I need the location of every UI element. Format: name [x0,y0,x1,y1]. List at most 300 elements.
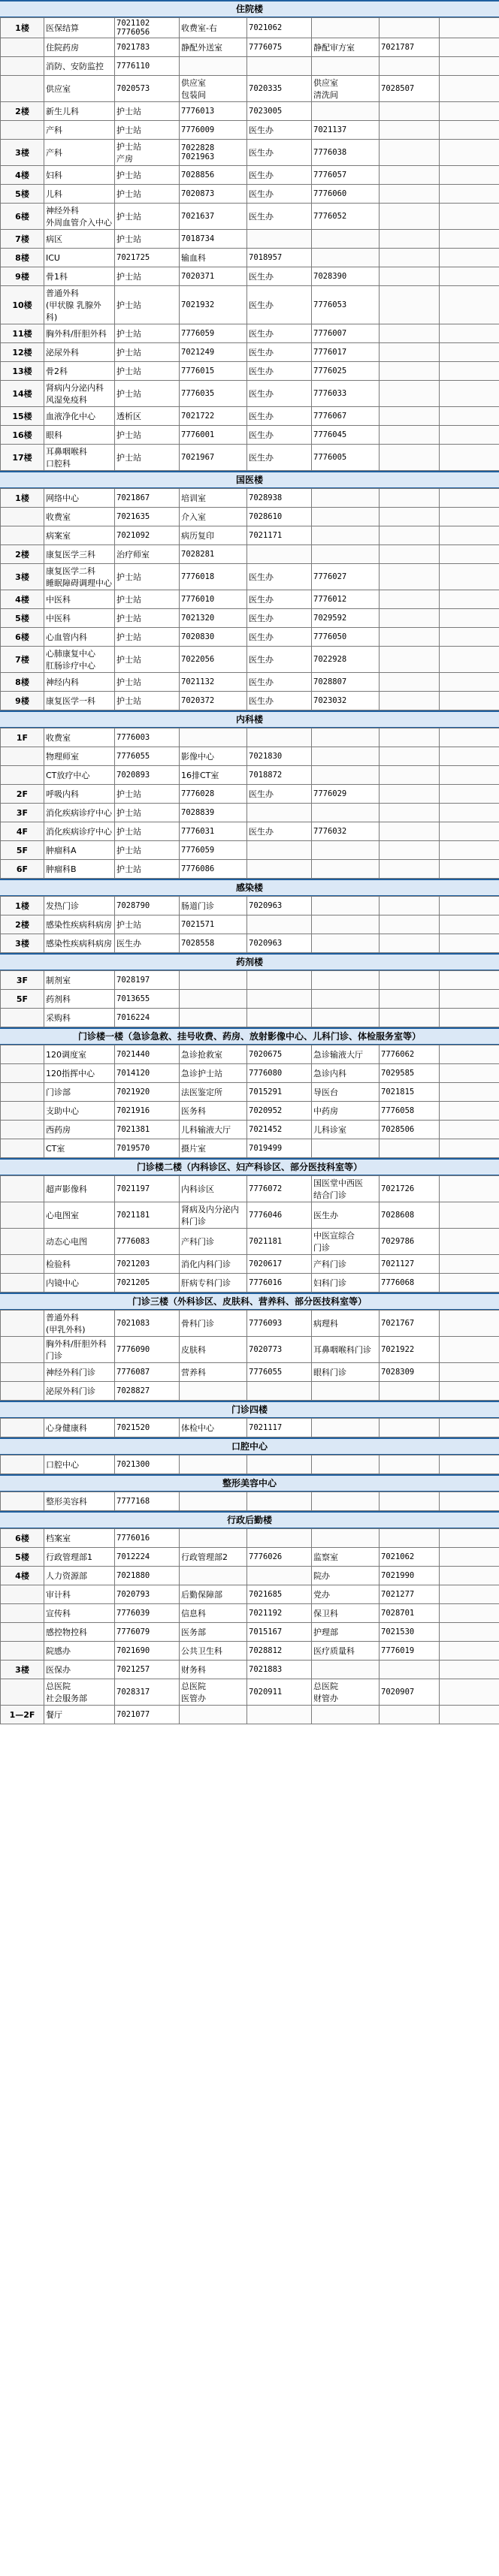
table-cell: 7020963 [247,897,312,915]
table-cell: 7013655 [115,990,180,1009]
table-cell: 肿瘤科A [44,841,115,860]
table-cell [380,747,440,766]
table-cell: 7022928 [312,647,380,673]
table-cell: 7029786 [380,1229,440,1255]
table-cell [440,166,499,185]
table-cell [247,1706,312,1724]
table-row [1,230,499,249]
table-cell: 7021922 [380,1337,440,1363]
table-cell: 医务部 [180,1623,247,1642]
table-cell: 7776086 [180,860,247,879]
table-cell: 7021990 [380,1567,440,1585]
table-row [1,267,499,286]
table-cell: 7776029 [312,785,380,804]
table-cell: 7019499 [247,1139,312,1158]
table-cell: 16排CT室 [180,766,247,785]
floor-label [1,1679,44,1706]
table-cell [247,1009,312,1027]
table-cell: 信息科 [180,1604,247,1623]
table-cell [440,1139,499,1158]
table-cell [440,692,499,710]
table-cell [380,1706,440,1724]
section-title: 内科楼 [0,710,499,728]
floor-label: 9楼 [1,692,44,710]
table-cell: 中医宣综合 门诊 [312,1229,380,1255]
table-row [1,1083,499,1102]
table-cell: 护士站 [115,804,180,822]
table-cell: 骨2科 [44,362,115,381]
table-cell: 神经内科 [44,673,115,692]
table-cell: 7776028 [180,785,247,804]
table-cell [380,407,440,426]
table-cell: 医生办 [247,647,312,673]
table-cell [440,1121,499,1139]
table-cell [380,324,440,343]
table-cell: 医生办 [312,1202,380,1229]
table-cell: 7021767 [380,1311,440,1337]
floor-label: 15楼 [1,407,44,426]
table-row [1,971,499,990]
table-cell [440,822,499,841]
table-cell [380,230,440,249]
table-cell: 消化内科门诊 [180,1255,247,1274]
table-cell: 院感办 [44,1642,115,1661]
table-cell: 收费室-右 [180,18,247,38]
table-cell: 7016224 [115,1009,180,1027]
table-cell [247,728,312,747]
table-cell [380,841,440,860]
table-cell: 7776038 [312,140,380,166]
table-row [1,1337,499,1363]
table-cell [247,841,312,860]
table-row [1,545,499,564]
table-cell: 发热门诊 [44,897,115,915]
table-cell: 导医台 [312,1083,380,1102]
table-cell: 7776035 [180,381,247,407]
table-cell [247,1492,312,1511]
table-cell: 7021117 [247,1419,312,1437]
table-cell [440,1102,499,1121]
table-cell [380,915,440,934]
table-cell: 护士站 [115,343,180,362]
table-cell: 7776012 [312,590,380,609]
table-cell: 康复医学二科 睡眠障碍调理中心 [44,564,115,590]
table-cell [247,860,312,879]
table-cell: 口腔中心 [44,1455,115,1474]
table-cell: 医生办 [247,267,312,286]
table-cell: 病案室 [44,526,115,545]
table-cell: 产科门诊 [180,1229,247,1255]
table-cell [440,343,499,362]
table-row [1,1064,499,1083]
table-cell [312,1382,380,1401]
table-cell [312,897,380,915]
table-cell: 档案室 [44,1529,115,1548]
table-cell: 急诊内科 [312,1064,380,1083]
table-cell: 7021205 [115,1274,180,1293]
table-cell: 7021181 [247,1229,312,1255]
table-cell: 皮肤科 [180,1337,247,1363]
table-cell [440,230,499,249]
floor-label: 7楼 [1,230,44,249]
floor-label [1,1274,44,1293]
table-cell: 7021127 [380,1255,440,1274]
table-cell: 7018734 [180,230,247,249]
table-cell: 7015167 [247,1623,312,1642]
floor-label [1,1102,44,1121]
table-cell [312,1419,380,1437]
table-cell: 7028281 [180,545,247,564]
table-cell: 检验科 [44,1255,115,1274]
table-cell: 医生办 [247,343,312,362]
table-cell: 7021571 [180,915,247,934]
table-cell: 医生办 [115,934,180,953]
section-table [0,896,499,953]
table-cell [312,1009,380,1027]
table-cell: 7776016 [247,1274,312,1293]
table-cell [440,1064,499,1083]
table-cell [440,1585,499,1604]
table-cell: 7021102 7776056 [115,18,180,38]
table-cell: 心电图室 [44,1202,115,1229]
table-cell: 眼科 [44,426,115,445]
table-cell: 急诊输液大厅 [312,1045,380,1064]
table-cell: 感控物控科 [44,1623,115,1642]
table-cell: 护士站 [115,286,180,324]
section-table [0,17,499,471]
table-cell [380,1382,440,1401]
section-table [0,1175,499,1293]
table-cell: 7776045 [312,426,380,445]
table-cell: 财务科 [180,1661,247,1679]
table-cell [440,102,499,121]
table-cell: 病理科 [312,1311,380,1337]
table-cell: 7021452 [247,1121,312,1139]
table-cell: 7014120 [115,1064,180,1083]
table-cell: 动态心电图 [44,1229,115,1255]
table-cell [440,1604,499,1623]
table-cell: 产科门诊 [312,1255,380,1274]
floor-label: 7楼 [1,647,44,673]
table-row [1,609,499,628]
table-cell: 医生办 [247,140,312,166]
table-cell: 输血科 [180,249,247,267]
table-cell: 7776017 [312,343,380,362]
table-cell: 后勤保障部 [180,1585,247,1604]
table-cell: 7021685 [247,1585,312,1604]
table-cell: 制剂室 [44,971,115,990]
table-cell: 护士站 [115,860,180,879]
table-cell: 7021137 [312,121,380,140]
table-row [1,1548,499,1567]
table-cell [440,971,499,990]
section-title: 门诊楼二楼（内科诊区、妇产科诊区、部分医技科室等） [0,1158,499,1175]
table-cell [440,1255,499,1274]
table-row [1,445,499,471]
floor-label [1,1139,44,1158]
table-cell: 眼科门诊 [312,1363,380,1382]
table-cell: 人力资源部 [44,1567,115,1585]
table-cell: 7021300 [115,1455,180,1474]
table-cell: 7021967 [180,445,247,471]
table-cell: 7776060 [312,185,380,204]
table-cell: 监察室 [312,1548,380,1567]
table-cell: 妇科门诊 [312,1274,380,1293]
table-cell [380,445,440,471]
table-cell [312,1661,380,1679]
table-row [1,1604,499,1623]
table-cell: 7028390 [312,267,380,286]
table-cell [380,343,440,362]
floor-label: 4楼 [1,590,44,609]
table-row [1,426,499,445]
table-row [1,166,499,185]
table-cell: 供应室 包装间 [180,76,247,102]
floor-label: 3F [1,804,44,822]
table-cell: 7776067 [312,407,380,426]
table-cell [380,166,440,185]
table-cell [380,286,440,324]
table-cell [380,18,440,38]
table-cell [312,766,380,785]
table-cell: 7776013 [180,102,247,121]
floor-label: 14楼 [1,381,44,407]
footer-space [0,1724,499,1751]
table-cell [380,804,440,822]
table-cell: 肿瘤科B [44,860,115,879]
table-cell: 护士站 [115,426,180,445]
table-cell: 7776090 [115,1337,180,1363]
floor-label: 10楼 [1,286,44,324]
table-cell: 医生办 [247,426,312,445]
table-row [1,362,499,381]
floor-label: 1楼 [1,18,44,38]
table-cell: 急诊抢救室 [180,1045,247,1064]
table-cell: 7776079 [115,1623,180,1642]
table-cell [380,673,440,692]
table-row [1,508,499,526]
table-row [1,747,499,766]
table-cell: 7028701 [380,1604,440,1623]
table-cell [380,526,440,545]
table-row [1,18,499,38]
table-cell: 7021440 [115,1045,180,1064]
floor-label [1,1009,44,1027]
table-cell: 总医院 社会服务部 [44,1679,115,1706]
table-cell [380,897,440,915]
floor-label: 6F [1,860,44,879]
table-row [1,526,499,545]
table-cell: 医生办 [247,590,312,609]
table-cell [440,897,499,915]
table-cell: 7023005 [247,102,312,121]
table-cell [440,1642,499,1661]
floor-label [1,526,44,545]
table-cell [380,609,440,628]
table-cell: 7028608 [380,1202,440,1229]
floor-label [1,1311,44,1337]
table-cell: 7776019 [380,1642,440,1661]
table-row [1,1679,499,1706]
floor-label [1,121,44,140]
table-cell [440,990,499,1009]
table-cell [440,1229,499,1255]
table-cell: 医生办 [247,185,312,204]
table-cell: 肾病内分泌内科 风湿免疫科 [44,381,115,407]
table-cell: 7020372 [180,692,247,710]
floor-label [1,508,44,526]
table-cell: 培训室 [180,489,247,508]
floor-label [1,1176,44,1202]
table-cell [440,1045,499,1064]
table-cell: 行政管理部2 [180,1548,247,1567]
table-cell [440,249,499,267]
table-cell [440,1419,499,1437]
table-cell [380,990,440,1009]
table-row [1,38,499,57]
table-cell [440,1083,499,1102]
table-cell [440,1567,499,1585]
table-row [1,1642,499,1661]
table-cell: 7028807 [312,673,380,692]
floor-label: 5F [1,841,44,860]
table-cell: 7021722 [180,407,247,426]
table-cell: 护士站 [115,822,180,841]
table-cell [440,267,499,286]
table-cell: 7776059 [180,841,247,860]
section-table [0,1492,499,1511]
table-cell [440,628,499,647]
table-cell: 护士站 [115,785,180,804]
table-cell: 7020573 [115,76,180,102]
table-cell: 7021249 [180,343,247,362]
table-cell: 静配审方室 [312,38,380,57]
table-cell: 7776010 [180,590,247,609]
table-cell: 7020830 [180,628,247,647]
table-row [1,934,499,953]
table-row [1,841,499,860]
table-row [1,407,499,426]
floor-label: 1F [1,728,44,747]
table-cell [380,785,440,804]
table-cell: 医生办 [247,286,312,324]
table-cell: 护士站 [115,628,180,647]
table-row [1,1706,499,1724]
table-cell [440,1706,499,1724]
floor-label: 2楼 [1,545,44,564]
table-cell [380,728,440,747]
table-cell: 120调度室 [44,1045,115,1064]
table-cell [440,1176,499,1202]
table-cell: 7021932 [180,286,247,324]
table-cell: 肠道门诊 [180,897,247,915]
section-table [0,728,499,879]
table-cell: 肝病专科门诊 [180,1274,247,1293]
table-cell: 感染性疾病科病房 [44,915,115,934]
table-row [1,102,499,121]
table-cell [440,121,499,140]
table-cell: 产科 [44,121,115,140]
table-row [1,1121,499,1139]
table-cell: 7776055 [247,1363,312,1382]
table-cell: 消化疾病诊疗中心 [44,804,115,822]
table-row [1,489,499,508]
table-cell [312,804,380,822]
table-cell [440,204,499,230]
floor-label [1,1202,44,1229]
table-cell: 7776072 [247,1176,312,1202]
table-cell: 7776033 [312,381,380,407]
table-cell [440,286,499,324]
table-cell [312,971,380,990]
table-row [1,1623,499,1642]
table-row [1,590,499,609]
table-cell [380,1455,440,1474]
floor-label: 16楼 [1,426,44,445]
table-cell [247,971,312,990]
table-cell: 7028856 [180,166,247,185]
table-cell [312,1492,380,1511]
table-cell: 普通外科 (甲乳外科) [44,1311,115,1337]
table-cell: 7021203 [115,1255,180,1274]
table-cell: 医生办 [247,692,312,710]
table-cell: 7020963 [247,934,312,953]
table-row [1,915,499,934]
table-cell [440,445,499,471]
table-cell [380,628,440,647]
table-cell: 7021381 [115,1121,180,1139]
table-cell [380,590,440,609]
table-row [1,1045,499,1064]
floor-label: 5楼 [1,609,44,628]
table-cell: CT放疗中心 [44,766,115,785]
table-cell: 7776055 [115,747,180,766]
table-row [1,324,499,343]
table-row [1,628,499,647]
section-title: 门诊楼一楼（急诊急救、挂号收费、药房、放射影像中心、儿科门诊、体检服务室等） [0,1027,499,1045]
table-cell [440,1311,499,1337]
floor-label: 3楼 [1,934,44,953]
table-cell: 7021726 [380,1176,440,1202]
table-cell [312,990,380,1009]
table-row [1,822,499,841]
table-cell: 7021092 [115,526,180,545]
table-cell: 医生办 [247,609,312,628]
table-cell [380,860,440,879]
floor-label: 5楼 [1,1548,44,1567]
table-cell [247,1567,312,1585]
table-row [1,1585,499,1604]
table-cell: 公共卫生科 [180,1642,247,1661]
floor-label: 11楼 [1,324,44,343]
table-cell [247,230,312,249]
table-cell [440,1009,499,1027]
table-cell [380,426,440,445]
table-row [1,1492,499,1511]
section-title: 口腔中心 [0,1437,499,1455]
table-cell [440,841,499,860]
floor-label [1,1492,44,1511]
table-row [1,990,499,1009]
table-cell [440,1529,499,1548]
table-cell: 妇科 [44,166,115,185]
table-cell: 7021181 [115,1202,180,1229]
table-cell [440,915,499,934]
table-cell: 7020773 [247,1337,312,1363]
table-cell [247,1455,312,1474]
table-row [1,249,499,267]
table-cell: CT室 [44,1139,115,1158]
